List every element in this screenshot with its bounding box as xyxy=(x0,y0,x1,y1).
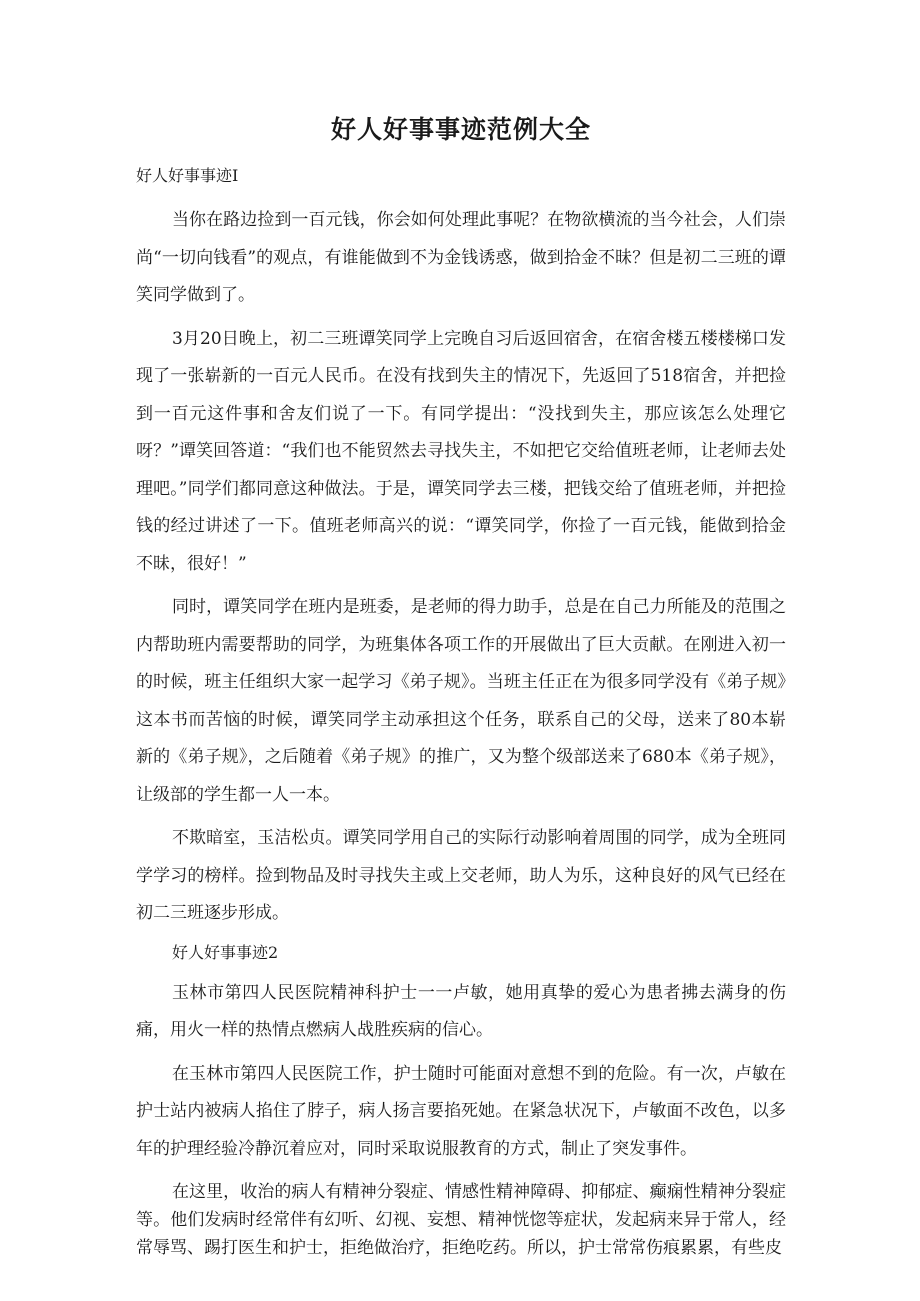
paragraph: 当你在路边捡到一百元钱，你会如何处理此事呢？在物欲横流的当今社会，人们崇尚“一切向钱看”的观点，有谁能做到不为金钱诱惑，做到拾金不昧？但是初二三班的谭笑同学做到了。 xyxy=(136,210,786,305)
section-2-heading: 好人好事事迹2 xyxy=(172,942,279,962)
paragraph: 玉林市第四人民医院精神科护士一一卢敏，她用真挚的爱心为患者拂去满身的伤痛，用火一样的热情点燃病人战胜疾病的信心。 xyxy=(136,982,786,1040)
paragraph: 3月20日晚上，初二三班谭笑同学上完晚自习后返回宿舍，在宿舍楼五楼楼梯口发现了一张崭新的一百元人民币。在没有找到失主的情况下，先返回了518宿舍，并把捡到一百元这件事和舍友们说了一下。有同学提出：“没找到失主，那应该怎么处理它呀？”谭笑回答道：“我们也不能贸然去寻找失主，不如把它交给值班老师，让老师去处理吧。”同学们都同意这种做法。于是，谭笑同学去三楼，把钱交给了值班老师，并把捡钱的经过讲述了一下。值班老师高兴的说：“谭笑同学，你捡了一百元钱，能做到拾金不昧，很好！” xyxy=(136,328,786,574)
paragraph: 在这里，收治的病人有精神分裂症、情感性精神障碍、抑郁症、癫痫性精神分裂症等。他们发病时经常伴有幻听、幻视、妄想、精神恍惚等症状，发起病来异于常人，经常辱骂、踢打医生和护士，拒绝做治疗，拒绝吃药。所以，护士常常伤痕累累，有些皮 xyxy=(136,1182,786,1258)
paragraph: 在玉林市第四人民医院工作，护士随时可能面对意想不到的危险。有一次，卢敏在护士站内被病人掐住了脖子，病人扬言要掐死她。在紧急状况下，卢敏面不改色，以多年的护理经验冷静沉着应对，同时采取说服教育的方式，制止了突发事件。 xyxy=(136,1063,786,1159)
paragraph: 同时，谭笑同学在班内是班委，是老师的得力助手，总是在自己力所能及的范围之内帮助班内需要帮助的同学，为班集体各项工作的开展做出了巨大贡献。在刚进入初一的时候，班主任组织大家一起学习《弟子规》。当班主任正在为很多同学没有《弟子规》这本书而苦恼的时候，谭笑同学主动承担这个任务，联系自己的父母，送来了80本崭新的《弟子规》，之后随着《弟子规》的推广，又为整个级部送来了680本《弟子规》，让级部的学生都一人一本。 xyxy=(136,597,786,805)
paragraph: 不欺暗室，玉洁松贞。谭笑同学用自己的实际行动影响着周围的同学，成为全班同学学习的榜样。捡到物品及时寻找失主或上交老师，助人为乐，这种良好的风气已经在初二三班逐步形成。 xyxy=(136,828,786,923)
section-1-heading: 好人好事事迹I xyxy=(136,166,239,185)
document-title: 好人好事事迹范例大全 xyxy=(330,115,591,144)
